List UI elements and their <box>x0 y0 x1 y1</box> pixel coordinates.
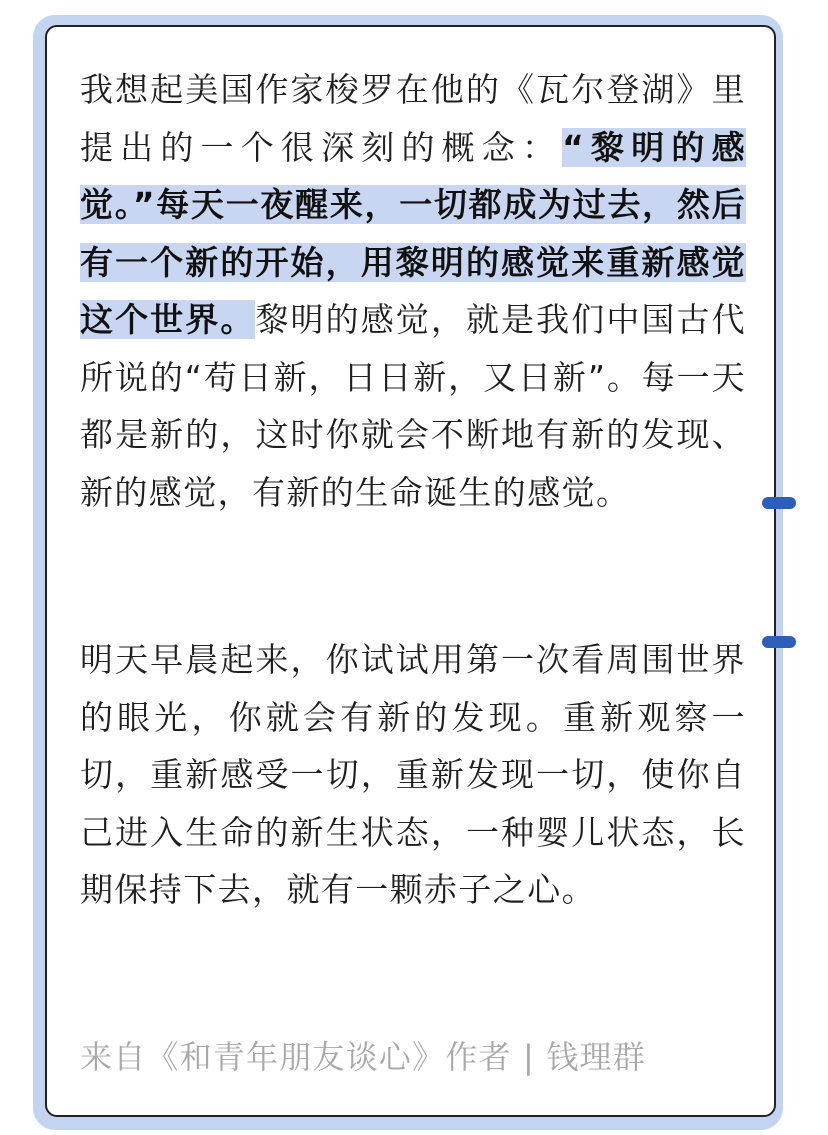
paragraph-1-lead-text: 我想起美国作家梭罗在他的《瓦尔登湖》里提出的一个很深刻的概念： <box>80 70 746 167</box>
source-attribution: 来自《和青年朋友谈心》作者 | 钱理群 <box>80 1038 646 1076</box>
quote-paragraph-1[interactable] <box>80 61 746 521</box>
highlighted-text-selection[interactable]: “黎明的感觉。”每天一夜醒来，一切都成为过去，然后有一个新的开始，用黎明的感觉来重新感觉这个世界。 <box>80 127 746 339</box>
selection-handle-bottom[interactable] <box>762 636 796 648</box>
selection-handle-top[interactable] <box>762 497 796 509</box>
paragraph-1-tail-text: 黎明的感觉，就是我们中国古代所说的“苟日新，日日新，又日新”。每一天都是新的，这时你就会不断地有新的发现、新的感觉，有新的生命诞生的感觉。 <box>80 300 747 512</box>
quote-paragraph-2[interactable]: 明天早晨起来，你试试用第一次看周围世界的眼光，你就会有新的发现。重新观察一切，重新感受一切，重新发现一切，使你自己进入生命的新生状态，一种婴儿状态，长期保持下去，就有一颗赤子之心。 <box>80 640 746 909</box>
